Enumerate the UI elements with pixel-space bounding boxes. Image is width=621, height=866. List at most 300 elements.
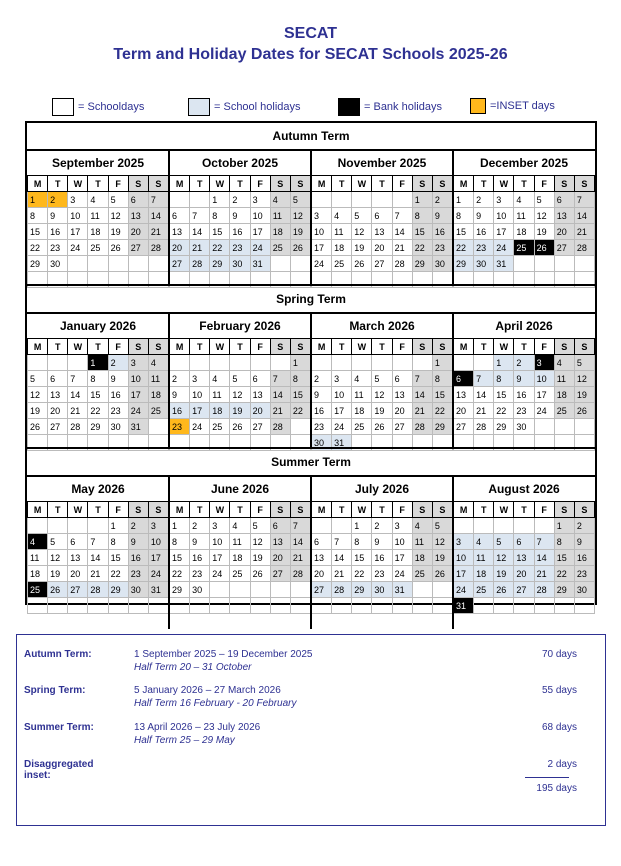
day-cell: 26 (352, 256, 372, 272)
day-cell (312, 518, 332, 534)
day-cell: 5 (108, 192, 128, 208)
day-cell: 6 (250, 371, 270, 387)
day-cell: 30 (108, 419, 128, 435)
day-cell: 12 (574, 371, 594, 387)
day-cell: 2 (372, 518, 392, 534)
day-cell: 28 (392, 256, 412, 272)
day-cell: 16 (312, 403, 332, 419)
day-cell: 1 (412, 192, 432, 208)
day-cell: 1 (28, 192, 48, 208)
day-cell: 15 (108, 550, 128, 566)
day-cell: 17 (312, 240, 332, 256)
day-header: S (574, 176, 594, 192)
day-header: T (230, 339, 250, 355)
day-cell: 6 (554, 192, 574, 208)
day-header: T (88, 502, 108, 518)
day-cell: 3 (250, 192, 270, 208)
day-cell: 24 (332, 419, 352, 435)
legend-school-holidays-label: = School holidays (214, 101, 301, 113)
day-cell: 2 (170, 371, 190, 387)
day-cell: 13 (514, 550, 534, 566)
day-cell: 1 (432, 355, 452, 371)
day-header: F (534, 176, 554, 192)
day-cell: 20 (554, 224, 574, 240)
legend-school-holidays (188, 98, 301, 116)
day-cell: 6 (270, 518, 290, 534)
day-cell: 23 (128, 566, 148, 582)
day-cell: 1 (88, 355, 108, 371)
day-cell: 19 (352, 240, 372, 256)
spring-term-label: Spring Term: (24, 685, 86, 696)
month-block (453, 149, 595, 288)
summer-term-dates (134, 722, 260, 746)
day-cell: 25 (230, 566, 250, 582)
summer-term-days: 68 days (541, 722, 577, 733)
day-cell: 26 (28, 419, 48, 435)
day-header: S (128, 176, 148, 192)
day-header: S (574, 502, 594, 518)
total-days: 195 days (536, 783, 577, 794)
day-cell: 14 (392, 224, 412, 240)
day-header: W (352, 176, 372, 192)
day-cell: 21 (534, 566, 554, 582)
day-cell: 26 (48, 582, 68, 598)
day-cell (170, 192, 190, 208)
day-cell: 20 (372, 240, 392, 256)
day-cell (190, 598, 210, 614)
day-cell: 19 (574, 387, 594, 403)
day-header: S (554, 339, 574, 355)
day-cell: 27 (68, 582, 88, 598)
day-cell (48, 598, 68, 614)
day-cell: 28 (190, 256, 210, 272)
day-cell: 29 (352, 582, 372, 598)
day-cell: 27 (128, 240, 148, 256)
day-cell: 8 (494, 371, 514, 387)
term-header: Summer Term (27, 447, 595, 477)
day-cell: 25 (352, 419, 372, 435)
day-cell: 18 (28, 566, 48, 582)
month-block (27, 475, 169, 614)
month-divider (310, 475, 312, 629)
spring-term-dates (134, 685, 296, 709)
day-cell (312, 355, 332, 371)
day-header: S (270, 176, 290, 192)
day-cell: 30 (514, 419, 534, 435)
day-cell: 9 (574, 534, 594, 550)
month-divider (310, 312, 312, 448)
day-header: T (88, 339, 108, 355)
day-cell: 20 (312, 566, 332, 582)
legend-schooldays (52, 98, 144, 116)
day-cell: 11 (514, 208, 534, 224)
month-block (311, 475, 453, 614)
month-name: November 2025 (337, 156, 427, 170)
day-cell: 24 (190, 419, 210, 435)
day-header: S (432, 339, 452, 355)
day-cell (28, 518, 48, 534)
day-cell: 3 (534, 355, 554, 371)
day-cell (474, 518, 494, 534)
day-cell: 15 (554, 550, 574, 566)
day-cell (432, 598, 452, 614)
day-cell: 27 (250, 419, 270, 435)
day-cell: 24 (250, 240, 270, 256)
day-cell: 8 (412, 208, 432, 224)
day-cell: 12 (48, 550, 68, 566)
day-cell: 25 (474, 582, 494, 598)
day-cell: 16 (372, 550, 392, 566)
day-cell: 9 (128, 534, 148, 550)
day-cell: 10 (534, 371, 554, 387)
day-cell: 1 (554, 518, 574, 534)
month-divider (452, 312, 454, 448)
day-cell: 6 (170, 208, 190, 224)
day-cell: 17 (148, 550, 168, 566)
summer-term-label: Summer Term: (24, 722, 94, 733)
month-name: February 2026 (199, 319, 281, 333)
day-cell (290, 419, 310, 435)
day-cell (332, 355, 352, 371)
day-cell: 1 (290, 355, 310, 371)
day-cell: 3 (128, 355, 148, 371)
day-cell: 26 (494, 582, 514, 598)
day-cell: 29 (28, 256, 48, 272)
day-cell: 24 (148, 566, 168, 582)
day-cell: 25 (412, 566, 432, 582)
day-cell (28, 598, 48, 614)
day-cell: 23 (108, 403, 128, 419)
day-cell (128, 598, 148, 614)
day-cell: 5 (494, 534, 514, 550)
day-cell: 10 (332, 387, 352, 403)
day-cell (454, 355, 474, 371)
day-header: T (514, 176, 534, 192)
day-cell: 10 (128, 371, 148, 387)
inset-days: 2 days (547, 759, 577, 770)
day-cell (352, 355, 372, 371)
school-holidays-swatch-icon (188, 98, 210, 116)
month-name: March 2026 (349, 319, 415, 333)
day-cell: 26 (230, 419, 250, 435)
day-cell: 11 (352, 387, 372, 403)
day-header: F (250, 339, 270, 355)
day-cell: 15 (290, 387, 310, 403)
autumn-term-dates (134, 649, 312, 673)
day-cell: 2 (108, 355, 128, 371)
day-cell: 12 (28, 387, 48, 403)
day-cell: 20 (270, 550, 290, 566)
day-cell: 3 (190, 371, 210, 387)
day-cell (48, 518, 68, 534)
day-cell (352, 192, 372, 208)
day-header: T (332, 339, 352, 355)
day-header: T (372, 502, 392, 518)
day-header: W (68, 502, 88, 518)
day-header: W (210, 176, 230, 192)
day-cell (68, 518, 88, 534)
day-cell (250, 355, 270, 371)
day-cell: 10 (68, 208, 88, 224)
day-header: T (88, 176, 108, 192)
day-cell: 30 (128, 582, 148, 598)
month-name: May 2026 (71, 482, 125, 496)
day-cell: 13 (48, 387, 68, 403)
day-cell: 22 (412, 240, 432, 256)
day-cell: 11 (28, 550, 48, 566)
day-header: M (170, 339, 190, 355)
day-cell (574, 256, 594, 272)
day-cell: 1 (210, 192, 230, 208)
day-cell: 13 (372, 224, 392, 240)
day-cell (412, 355, 432, 371)
month-name: July 2026 (354, 482, 410, 496)
day-cell: 23 (574, 566, 594, 582)
day-cell: 14 (290, 534, 310, 550)
day-cell: 1 (352, 518, 372, 534)
month-block (169, 475, 311, 614)
month-block (27, 312, 169, 451)
day-cell: 15 (494, 387, 514, 403)
day-header: M (28, 502, 48, 518)
day-cell: 23 (170, 419, 190, 435)
day-cell: 26 (372, 419, 392, 435)
autumn-term-label: Autumn Term: (24, 649, 92, 660)
day-cell: 10 (454, 550, 474, 566)
day-cell (290, 582, 310, 598)
day-header: T (230, 502, 250, 518)
day-cell: 21 (88, 566, 108, 582)
day-header: T (372, 339, 392, 355)
day-cell: 2 (514, 355, 534, 371)
day-cell: 24 (312, 256, 332, 272)
day-cell (372, 192, 392, 208)
day-cell: 7 (88, 534, 108, 550)
day-cell (28, 355, 48, 371)
day-cell: 20 (170, 240, 190, 256)
day-cell: 2 (574, 518, 594, 534)
day-cell: 14 (148, 208, 168, 224)
day-cell: 14 (270, 387, 290, 403)
day-cell: 8 (554, 534, 574, 550)
day-cell: 2 (48, 192, 68, 208)
day-cell: 4 (270, 192, 290, 208)
day-header: M (312, 176, 332, 192)
day-cell (190, 355, 210, 371)
day-cell: 29 (554, 582, 574, 598)
day-cell: 22 (352, 566, 372, 582)
day-cell (534, 598, 554, 614)
day-cell (270, 256, 290, 272)
calendar-grid (25, 121, 597, 611)
day-cell: 9 (372, 534, 392, 550)
day-cell: 20 (68, 566, 88, 582)
month-name: June 2026 (210, 482, 270, 496)
day-cell: 24 (210, 566, 230, 582)
day-cell: 6 (372, 208, 392, 224)
month-name: September 2025 (51, 156, 145, 170)
day-cell (534, 256, 554, 272)
day-cell (148, 256, 168, 272)
day-cell: 22 (210, 240, 230, 256)
day-cell: 6 (48, 371, 68, 387)
day-cell: 22 (432, 403, 452, 419)
day-header: W (494, 339, 514, 355)
day-cell: 7 (290, 518, 310, 534)
day-cell (332, 518, 352, 534)
day-cell (230, 582, 250, 598)
day-cell: 2 (432, 192, 452, 208)
day-cell (250, 582, 270, 598)
day-cell: 23 (372, 566, 392, 582)
day-cell: 5 (534, 192, 554, 208)
day-cell: 17 (250, 224, 270, 240)
day-cell: 7 (332, 534, 352, 550)
month-block (453, 312, 595, 451)
day-header: W (494, 502, 514, 518)
day-header: M (28, 176, 48, 192)
day-header: W (352, 339, 372, 355)
day-cell: 18 (352, 403, 372, 419)
day-cell (230, 598, 250, 614)
day-cell (88, 256, 108, 272)
legend-schooldays-label: = Schooldays (78, 101, 145, 113)
day-cell: 29 (494, 419, 514, 435)
day-cell: 11 (230, 534, 250, 550)
day-cell: 21 (412, 403, 432, 419)
day-cell: 15 (412, 224, 432, 240)
day-cell: 15 (432, 387, 452, 403)
day-cell: 28 (68, 419, 88, 435)
day-cell (210, 355, 230, 371)
month-divider (452, 475, 454, 629)
day-header: T (474, 339, 494, 355)
day-cell: 13 (128, 208, 148, 224)
day-cell (148, 598, 168, 614)
day-header: W (352, 502, 372, 518)
day-cell: 28 (574, 240, 594, 256)
day-cell: 24 (68, 240, 88, 256)
day-header: S (574, 339, 594, 355)
day-header: F (108, 502, 128, 518)
day-header: T (514, 502, 534, 518)
day-cell: 10 (210, 534, 230, 550)
day-cell: 28 (290, 566, 310, 582)
autumn-term-days: 70 days (541, 649, 577, 660)
day-cell (270, 582, 290, 598)
day-cell: 14 (574, 208, 594, 224)
day-cell: 13 (312, 550, 332, 566)
day-header: T (190, 339, 210, 355)
day-cell: 7 (392, 208, 412, 224)
day-header: M (170, 176, 190, 192)
summer-term-range: 13 April 2026 – 23 July 2026 (134, 722, 261, 733)
day-cell (68, 355, 88, 371)
day-cell: 13 (554, 208, 574, 224)
day-cell: 7 (270, 371, 290, 387)
day-cell: 17 (332, 403, 352, 419)
day-cell: 23 (312, 419, 332, 435)
day-cell: 4 (230, 518, 250, 534)
day-cell: 26 (250, 566, 270, 582)
day-cell (494, 598, 514, 614)
day-header: M (454, 339, 474, 355)
day-cell (312, 192, 332, 208)
day-cell (128, 256, 148, 272)
day-cell: 12 (250, 534, 270, 550)
day-cell: 5 (290, 192, 310, 208)
day-cell: 13 (250, 387, 270, 403)
day-cell: 23 (190, 566, 210, 582)
day-header: W (494, 176, 514, 192)
day-cell: 22 (554, 566, 574, 582)
day-cell (392, 355, 412, 371)
day-cell: 30 (372, 582, 392, 598)
day-cell: 8 (454, 208, 474, 224)
day-cell: 10 (250, 208, 270, 224)
day-cell (514, 598, 534, 614)
bank-holidays-swatch-icon (338, 98, 360, 116)
day-header: T (48, 339, 68, 355)
day-cell: 21 (392, 240, 412, 256)
day-cell (534, 419, 554, 435)
day-cell: 15 (352, 550, 372, 566)
day-cell (170, 355, 190, 371)
day-cell: 14 (474, 387, 494, 403)
day-header: S (412, 176, 432, 192)
day-cell: 5 (230, 371, 250, 387)
day-cell: 18 (412, 550, 432, 566)
day-cell (210, 598, 230, 614)
day-cell: 14 (412, 387, 432, 403)
day-cell: 8 (170, 534, 190, 550)
day-cell: 17 (392, 550, 412, 566)
day-cell: 20 (128, 224, 148, 240)
day-cell: 27 (170, 256, 190, 272)
day-cell: 11 (474, 550, 494, 566)
legend-inset-days (470, 98, 555, 114)
day-cell: 4 (554, 355, 574, 371)
day-header: M (312, 339, 332, 355)
day-cell: 17 (128, 387, 148, 403)
day-cell: 18 (554, 387, 574, 403)
day-cell: 8 (210, 208, 230, 224)
day-cell: 19 (372, 403, 392, 419)
day-cell: 2 (190, 518, 210, 534)
day-cell: 24 (392, 566, 412, 582)
day-cell: 16 (170, 403, 190, 419)
total-divider (525, 777, 569, 778)
day-cell: 7 (190, 208, 210, 224)
day-cell: 1 (170, 518, 190, 534)
day-cell: 13 (454, 387, 474, 403)
day-cell: 19 (534, 224, 554, 240)
day-header: M (454, 502, 474, 518)
day-cell: 29 (210, 256, 230, 272)
day-cell: 20 (454, 403, 474, 419)
day-cell: 9 (190, 534, 210, 550)
day-cell: 8 (432, 371, 452, 387)
day-cell (108, 256, 128, 272)
day-cell (68, 598, 88, 614)
day-cell: 29 (454, 256, 474, 272)
day-cell: 17 (454, 566, 474, 582)
day-cell: 25 (88, 240, 108, 256)
day-cell: 19 (108, 224, 128, 240)
day-cell: 16 (128, 550, 148, 566)
day-cell: 22 (88, 403, 108, 419)
day-cell: 28 (148, 240, 168, 256)
